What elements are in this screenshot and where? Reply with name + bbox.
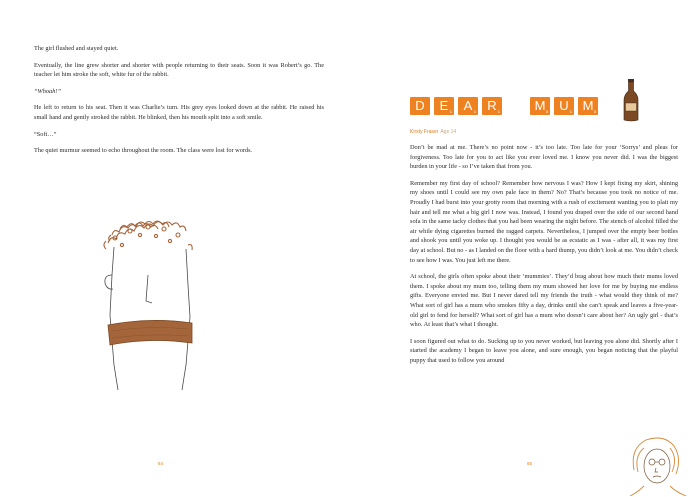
right-page-text <box>410 143 678 372</box>
page-number: 65 <box>527 461 533 466</box>
paragraph: The girl flushed and stayed quiet. <box>34 45 119 52</box>
paragraph-exclamation: “Whoah!” <box>34 87 61 95</box>
paragraph-quote: “Soft…” <box>34 130 57 138</box>
author-age: Age 14 <box>440 129 457 135</box>
title-tile: D <box>410 97 430 115</box>
paragraph: He left to return to his seat. Then it was Charlie’s turn. His grey eyes looked down at the rabbit. He raised his small hand and gently stroked the rabbit. He blinked, then his mouth split into a soft smile. <box>34 104 324 121</box>
title-tile: A 1 <box>458 97 478 115</box>
bottle-icon <box>622 78 640 122</box>
author-name: Kirsty Fraser <box>410 129 439 135</box>
title-tile: M 3 <box>578 97 598 115</box>
left-page-text <box>34 44 324 163</box>
head-drawing-icon <box>100 205 220 395</box>
author-line <box>410 129 456 135</box>
paragraph: Don’t be mad at me. There’s no point now - it’s too late. Too late for your ‘Sorrys’ and pleas for forgiveness. Too late for you to act like you ever loved me. I know you never did. I was the biggest burden in your life - so I’ve taken that from you. <box>410 144 678 171</box>
paragraph: Remember my first day of school? Remember how nervous I was? How I kept fixing my skirt, shining my shoes until I could see my own pale face in them? No? That’s because you took no notice of me. Proudly I had burst into your grotty room that morning with a rush of excitement wanting you to plait my hair and tell me what a big girl I now was. Instead, I found you draped over the side of our second hand sofa in the same tacky clothes that you had been wearing the night before. The stench of alcohol filled the air while dying cigarettes burned the ragged carpets. Nevertheless, I jumped over the empty beer bottles and shook you until you woke up. I thought you would be as ecstatic as I was - after all, it was my first day at school. But no - as I landed on the floor with a hard thump, you didn’t look at me. You didn’t check to see how I was. You just left me there. <box>410 179 678 264</box>
title-tile: M 3 <box>530 97 550 115</box>
title-tile: E 1 <box>434 97 454 115</box>
paragraph: The quiet murmur seemed to echo throughout the room. The class were lost for words. <box>34 147 253 155</box>
girl-face-drawing-icon <box>624 430 690 496</box>
paragraph: Eventually, the line grew shorter and shorter with people returning to their seats. Soon it was Robert’s go. The teacher let him stroke the soft, white fur of the rabbit. <box>34 61 324 79</box>
title-tile: R 1 <box>482 97 502 115</box>
right-page <box>350 0 700 497</box>
paragraph: At school, the girls often spoke about their ‘mummies’. They’d brag about how much their mums loved them. I spoke about my mum too, telling them my mum showed her love for me by buying me endless gifts. Everyone envied me. But I never dared tell my friends the truth - what would they think of me? What sort of girl has a mum who smokes fifty a day, drinks until she can’t speak and leaves a five-year-old girl to fend for herself? What sort of girl has a mum who doesn’t care about her? An ugly girl - that’s who. At least that’s what I thought. <box>410 273 678 329</box>
title-tile: U 1 <box>554 97 574 115</box>
paragraph: I soon figured out what to do. Sucking up to you never worked, but leaving you alone did. Shortly after I started the academy I began to leave you alone, and sure enough, you began noticing that the playful puppy that used to follow you around <box>410 337 678 364</box>
page-number: 64 <box>158 461 164 466</box>
